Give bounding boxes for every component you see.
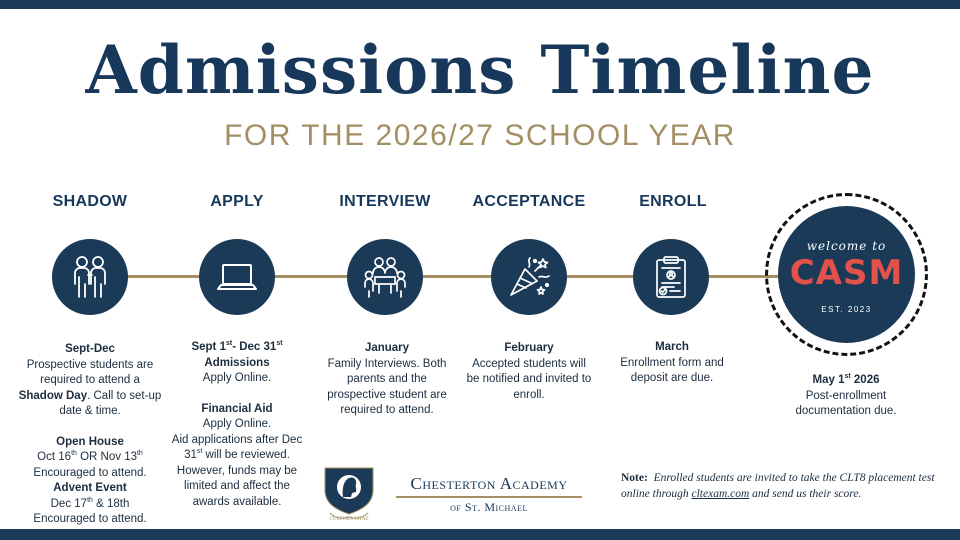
financial-aid-apply: Apply Online. (202, 418, 272, 430)
advent-event-title: Advent Event (53, 482, 127, 494)
financial-aid-text: Aid applications after Dec 31st will be reviewed. However, funds may be limited and affect the awards available. (171, 433, 303, 508)
acceptance-date: February (504, 342, 554, 354)
open-house-note: Encouraged to attend. (33, 466, 147, 479)
interview-text: Family Interviews. Both parents and the prospective student are required to attend. (327, 357, 447, 416)
step-label-apply: APPLY (210, 193, 264, 210)
acceptance-text: Accepted students will be notified and invited to enroll. (466, 357, 592, 401)
interview-step-circle (347, 239, 423, 315)
shadow-date: Sept-Dec (65, 343, 115, 355)
academy-subname: of St. Michael (450, 499, 528, 514)
shadow-text: Prospective students are required to attend a Shadow Day. Call to set-up date & time. (18, 358, 162, 417)
welcome-casm-badge (778, 206, 915, 343)
academy-crest-logo (316, 462, 382, 522)
final-text: Post-enrollment documentation due. (795, 389, 897, 417)
apply-description (166, 340, 308, 510)
academy-name-block (396, 474, 582, 514)
step-label-shadow: SHADOW (52, 193, 128, 210)
placement-test-note: Note: Enrolled students are invited to take the CLT8 placement test online through cltexam.com and send us their score. (621, 472, 935, 500)
step-label-enroll: ENROLL (639, 193, 707, 210)
enroll-step-circle (633, 239, 709, 315)
step-label-acceptance: ACCEPTANCE (472, 193, 586, 210)
students-icon (66, 253, 114, 301)
final-date: May 1st 2026 (812, 373, 880, 386)
step-label-interview: INTERVIEW (339, 193, 431, 210)
note-label: Note: (621, 472, 648, 484)
enroll-date: March (655, 341, 689, 353)
cltexam-link[interactable]: cltexam.com (691, 488, 750, 500)
shadow-step-circle (52, 239, 128, 315)
admissions-text: Apply Online. (202, 372, 272, 384)
enroll-description (606, 340, 738, 387)
meeting-table-icon (361, 253, 409, 301)
acceptance-step-circle (491, 239, 567, 315)
advent-event-note: Encouraged to attend. (33, 513, 147, 525)
academy-divider (396, 496, 582, 498)
admissions-title: Admissions (204, 356, 270, 369)
clipboard-form-icon (647, 253, 695, 301)
badge-main-text: CASM (789, 253, 904, 293)
badge-est-text: EST. 2023 (821, 305, 872, 314)
enroll-text: Enrollment form and deposit are due. (620, 356, 724, 384)
acceptance-description (465, 341, 593, 403)
top-border-bar (0, 0, 960, 9)
final-description (776, 373, 916, 420)
apply-date: Sept 1st- Dec 31st (191, 340, 283, 353)
open-house-title: Open House (56, 435, 124, 448)
page-subtitle: FOR THE 2026/27 SCHOOL YEAR (224, 119, 736, 152)
svg-text:CULTURA VITAE: CULTURA VITAE (329, 517, 369, 522)
badge-script-text: welcome to (806, 239, 887, 253)
financial-aid-title: Financial Aid (201, 402, 273, 415)
advent-event-dates: Dec 17th & 18th (50, 496, 130, 510)
bottom-border-bar (0, 529, 960, 540)
interview-description (318, 341, 456, 419)
open-house-dates: Oct 16th OR Nov 13th (37, 450, 143, 463)
party-popper-icon (505, 253, 553, 301)
shadow-description (18, 342, 162, 528)
academy-name: Chesterton Academy (410, 474, 568, 493)
interview-date: January (364, 342, 410, 354)
page-title: Admissions Timeline (85, 31, 875, 109)
apply-step-circle (199, 239, 275, 315)
laptop-icon (213, 253, 261, 301)
